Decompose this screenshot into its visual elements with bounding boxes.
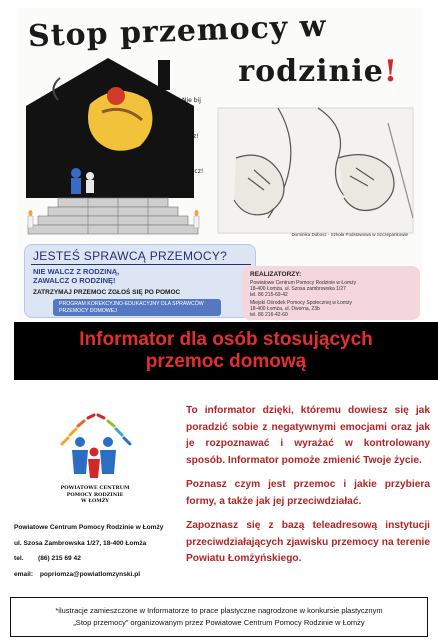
drawing-credit: Dominika Dobosz - Szkoła Podstawowa w Szczepankowie — [291, 232, 408, 237]
organizer-2 — [250, 300, 412, 318]
program-line2: PRZEMOCY DOMOWEJ — [59, 307, 117, 314]
organizers-box — [242, 266, 420, 320]
footnote-line1: *ilustracje zamieszczone w Informatorze to prace plastyczne nagrodzone w konkursie plastycznym — [55, 606, 383, 615]
description — [186, 403, 430, 576]
poster-image — [18, 8, 422, 320]
organizer-1 — [250, 280, 412, 298]
org2-name: Miejski Ośrodek Pomocy Społecznej w Łomży — [250, 300, 352, 306]
poster-title-line2 — [238, 54, 398, 89]
contact-phone-row — [14, 555, 163, 562]
informator-title-line1: Informator dla osób stosujących — [79, 329, 373, 350]
contact-email-row — [14, 571, 163, 578]
slogan-line1: NIE WALCZ Z RODZINĄ, — [33, 267, 120, 276]
poster-title-exclamation: ! — [383, 54, 398, 89]
contact-phone: (86) 215 69 42 — [38, 555, 81, 562]
brick-steps — [28, 198, 198, 234]
slogan — [33, 267, 153, 285]
org1-phone: tel. 86 215-69-42 — [250, 292, 288, 298]
bubble-text-3: Nie krzycz! — [170, 168, 204, 175]
poster-title — [18, 8, 422, 98]
contact-email-label: email: — [14, 570, 34, 578]
contact-block — [14, 524, 163, 586]
org1-address: 18-400 Łomża, ul. Szosa zambrowska 1/27 — [250, 286, 346, 292]
contact-org-name: Powiatowe Centrum Pomocy Rodzinie w Łomży — [14, 524, 164, 531]
contact-address: ul. Szosa Zambrowska 1/27, 18-400 Łomża — [14, 539, 147, 547]
contact-email-link[interactable]: popriomza@powiatlomzynski.pl — [39, 570, 141, 578]
description-paragraph-3: Zapoznasz się z bazą teleadresową instytucji przeciwdziałających zjawisku przemocy na terenie Powiatu Łomżyńskiego. — [186, 520, 430, 564]
question-underline — [31, 264, 251, 265]
program-line1: PROGRAM KOREKCYJNO-EDUKACYJNY DLA SPRAWCÓW — [59, 301, 204, 307]
logo-name-line1: POWIATOWE CENTRUM — [60, 485, 130, 491]
call-to-action: ZATRZYMAJ PRZEMOC ZGŁOŚ SIĘ PO POMOC — [33, 289, 181, 296]
bubble-text-2: Nie dręcz! — [168, 133, 199, 140]
pcpr-logo-icon — [50, 412, 140, 484]
hands-sketch — [218, 108, 413, 233]
logo-name-line2: POMOCY RODZINIE — [66, 491, 124, 498]
illustration-footnote — [10, 597, 428, 637]
informator-title-band — [14, 322, 438, 380]
perpetrator-box — [24, 244, 256, 318]
description-paragraph-1: To informator dzięki, któremu dowiesz się jak poradzić sobie z negatywnymi emocjami oraz jak je rozpoznawać i wyrażać w kontrolowany sposób. Informator pomoże zmienić Twoje życie. — [186, 405, 430, 466]
organizers-heading: REALIZATORZY: — [250, 271, 302, 278]
poster-title-line1: Stop przemocy w — [27, 8, 328, 55]
logo-name-line3: W ŁOMŻY — [80, 498, 109, 504]
perpetrator-question: JESTEŚ SPRAWCĄ PRZEMOCY? — [33, 249, 228, 263]
pcpr-logo-name — [40, 485, 150, 505]
footnote-line2: „Stop przemocy” organizowanym przez Powiatowe Centrum Pomocy Rodzinie w Łomży — [73, 618, 365, 627]
poster-title-rodzinie: rodzinie — [238, 54, 384, 89]
contact-phone-label: tel. — [14, 555, 24, 562]
org2-address: 18-400 Łomża, ul. Dworna, 23b — [250, 306, 320, 312]
program-badge — [53, 299, 221, 316]
informator-title-line2: przemoc domową — [145, 351, 307, 372]
description-paragraph-2: Poznasz czym jest przemoc i jakie przybiera formy, a także jak jej przeciwdziałać. — [186, 479, 430, 507]
org1-name: Powiatowe Centrum Pomocy Rodzinie w Łomży — [250, 280, 357, 286]
slogan-line2: ZAWALCZ O RODZINĘ! — [33, 276, 116, 285]
bubble-text-1: Nie bij — [182, 97, 201, 104]
org2-phone: tel. 86 216-42-60 — [250, 312, 288, 318]
